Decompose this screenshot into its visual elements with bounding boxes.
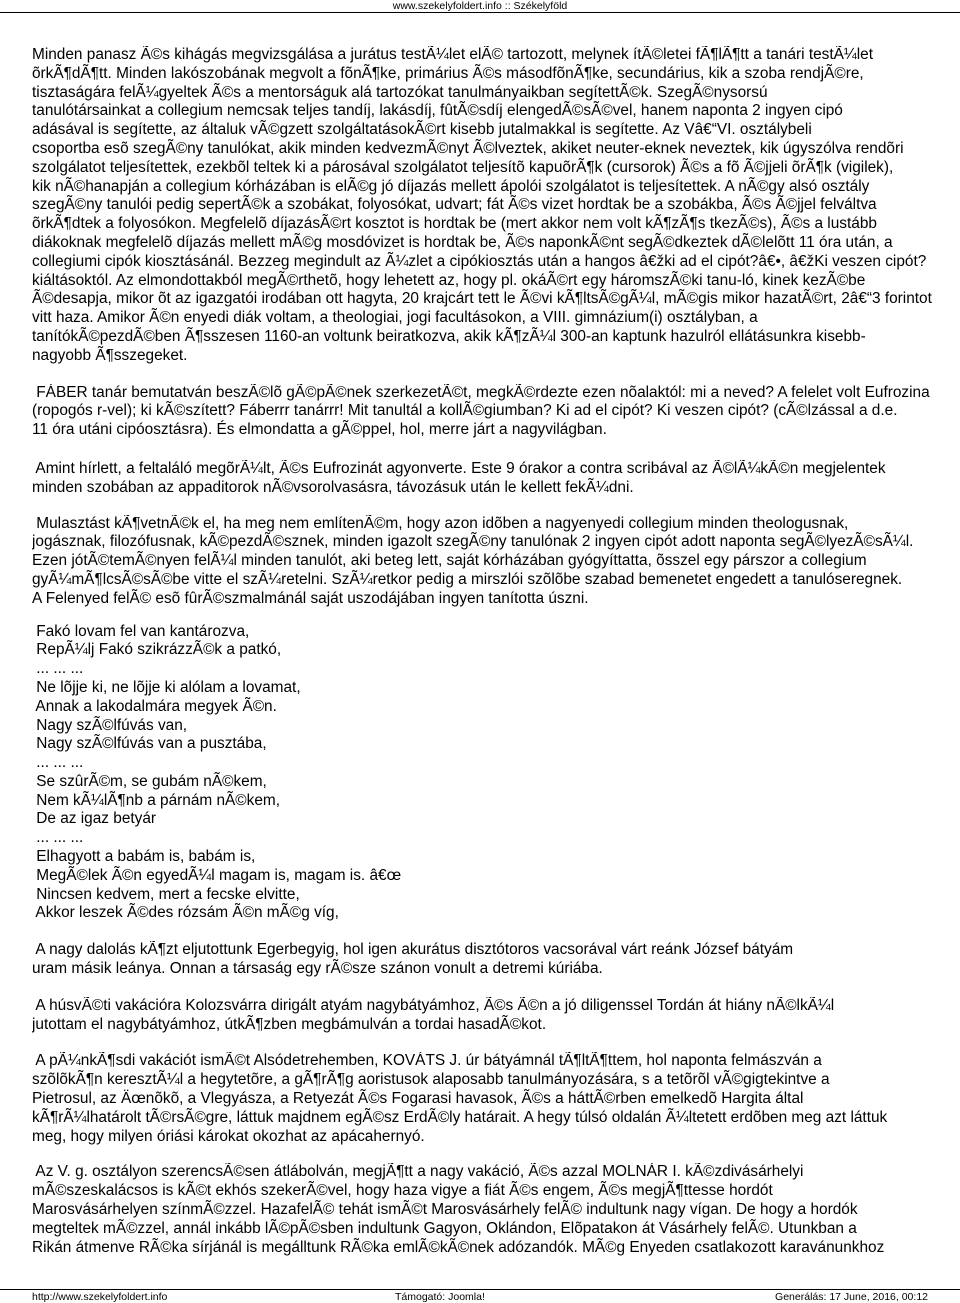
footer-sponsor: Támogató: Joomla! [395,1291,485,1303]
footer-divider [0,1289,960,1290]
paragraph-easter-vacation: A húsvÃ©ti vakációra Kolozsvárra dirigált atyám nagybátyámhoz, Ã©s Ã©n a jó diligenssel Tordán át hiány nÃ©lkÃ¼l jutottam el nagybátyámhoz, útkÃ¶zben megbámulván a tordai hasadÃ©kot. [32,996,835,1033]
article-body [32,46,960,1257]
paragraph-pentecost-vacation: A pÃ¼nkÃ¶sdi vakációt ismÃ©t Alsódetrehemben, KOVÁTS J. úr bátyámnál tÃ¶ltÃ¶ttem, hol naponta felmászván a szõlõkÃ¶n keresztÃ¼l a hegytetõre, a gÃ¶rÃ¶g aoristusok alaposabb tanulmányozására, s a tetõrõl vÃ©gigtekintve a Pietrosul, az Äœnõkõ, a Vlegyásza, a Retyezát Ã©s Fogarasi havasok, Ã©s a háttÃ©rben emelkedõ Hargita által kÃ¶rÃ¼lhatárolt tÃ©rsÃ©gre, láttuk majdnem egÃ©sz ErdÃ©ly határait. A hegy túlsó oldalán Ã¼ltetett erdõben meg azt láttuk meg, hogy milyen óriási károkat okozhat az apácahernyó. [32,1052,888,1145]
poem-verses: Fakó lovam fel van kantározva, RepÃ¼lj Fakó szikrázzÃ©k a patkó, ... ... ... Ne lõjje ki, ne lõjje ki alólam a lovamat, Annak a lakodalmára megyek Ã©n. Nagy szÃ©lfúvás van, Nagy szÃ©lfúvás van a pusztába, ... ... ... Se szûrÃ©m, se gubám nÃ©kem, Nem kÃ¼lÃ¶nb a párnám nÃ©kem, De az igaz betyár ... ... ... Elhagyott a babám is, babám is, MegÃ©lek Ã©n egyedÃ¼l magam is, magam is. â€œ Nincsen kedvem, mert a fecske elvitte, Akkor leszek Ã©des rózsám Ã©n mÃ©g víg, [35,622,402,922]
paragraph-inventor: Amint hírlett, a feltaláló megõrÃ¼lt, Ã©s Eufrozinát agyonverte. Este 9 órakor a contra scribával az Ã©lÃ¼kÃ©n megjelentek minden szobában az appaditorok nÃ©vsorolvasásra, távozásuk után le kellett fekÃ¼dni. [32,459,886,496]
site-header-title: www.szekelyfoldert.info :: Székelyföld [392,0,568,12]
header-divider [0,12,960,13]
paragraph-collegium-rules: Minden panasz Ã©s kihágás megvizsgálása a jurátus testÃ¼let elÃ© tartozott, melynek ítÃ©letei fÃ¶lÃ¶tt a tanári testÃ¼let õrkÃ¶dÃ¶tt. Minden lakószobának megvolt a fõnÃ¶ke, primárius Ã©s másodfõnÃ¶ke, secundárius, kik a szoba rendjÃ©re, tisztaságára felÃ¼gyeltek Ã©s a mentorságuk alá tartozókat tanulmányaikban segítettÃ©k. SzegÃ©nysorsú tanulótársainkat a collegium nemcsak teljes tandíj, lakásdíj, fûtÃ©sdíj elengedÃ©sÃ©vel, hanem naponta 2 ingyen cipó adásával is segítette, az általuk vÃ©gzett szolgáltatásokÃ©rt kisebb jutalmakkal is segítette. Az Vâ€“VI. osztálybeli csoportba esõ szegÃ©ny tanulókat, akik minden kedvezmÃ©nyt Ã©lveztek, akiket neuter-eknek neveztek, kik úgyszólva rendõri szolgálatot teljesítettek, ezekbõl teltek ki a párosával szolgálatot teljesítõ kapuõrÃ¶k (cursorok) Ã©s a fõ Ã©jjeli õrÃ¶k (vigilek), kik nÃ©hanapján a collegium kórházában is elÃ©g jó díjazás mellett ápolói szolgálatot is teljesítettek. A nÃ©gy alsó osztály szegÃ©ny tanulói pedig sepertÃ©k a szobákat, folyosókat, udvart; fát Ã©s vizet hordtak be a szobákba, Ã©s Ã©jjel felváltva õrkÃ¶dtek a folyosókon. Megfelelõ díjazásÃ©rt kosztot is hordtak be (mert akkor nem volt kÃ¶zÃ¶s tkezÃ©s), Ã©s a lustább diákoknak megfelelõ díjazás mellett mÃ©g mosdóvizet is hordtak be, Ã©s naponkÃ©nt segÃ©dkeztek dÃ©lelõtt 11 óra után, a collegiumi cipók kiosztásánál. Bezzeg megindult az Ã¼zlet a cipókiosztás után a hangos â€žki ad el cipót?â€•, â€žKi veszen cipót? kiáltásoktól. Az elmondottakból megÃ©rthetõ, hogy lehetett az, hogy pl. okáÃ©rt egy háromszÃ©ki tanu-ló, kinek kezÃ©be Ã©desapja, mikor õt az igazgatói irodában ott hagyta, 20 krajcárt tett le Ã©vi kÃ¶ltsÃ©gÃ¼l, mÃ©gis mikor hazatÃ©rt, 2â€“3 forintot vitt haza. Amikor Ã©n enyedi diák voltam, a theologiai, jogi facultásokon, a VIII. gimnázium(i) osztályban, a tanítókÃ©pezdÃ©ben Ã¶sszesen 1160-an voltunk beiratkozva, akik kÃ¶zÃ¼l 300-an kaptunk hazulról ellátásunkra kisebb- nagyobb Ã¶sszegeket. [32,46,932,364]
page-footer [32,1291,928,1303]
footer-url-link[interactable]: http://www.szekelyfoldert.info [32,1291,168,1303]
paragraph-summer-vacation: Az V. g. osztályon szerencsÃ©sen átlábolván, megjÃ¶tt a nagy vakáció, Ã©s azzal MOLNÁR I. kÃ©zdivásárhelyi mÃ©szeskalácsos is kÃ©t ekhós szekerÃ©vel, hogy haza vigye a fiát Ã©s engem, Ã©s megjÃ¶ttesse hordót Marosvásárhelyen színmÃ©zzel. HazafelÃ© tehát ismÃ©t Marosvásárhely felÃ© indultunk nagy vígan. De hogy a hordók megteltek mÃ©zzel, annál inkább lÃ©pÃ©sben indultunk Gagyon, Oklándon, Elõpatakon át Vásárhely felÃ©. Utunkban a Rikán átmenve RÃ©ka sírjánál is megálltunk RÃ©ka emlÃ©kÃ©nek adózandók. MÃ©g Enyeden csatlakozott karavánunkhoz [32,1163,885,1256]
paragraph-faber-machine: FÁBER tanár bemutatván beszÃ©lõ gÃ©pÃ©nek szerkezetÃ©t, megkÃ©rdezte ezen nõalaktól: mi a neved? A felelet volt Eufrozina (ropogós r-vel); ki kÃ©szített? Fáberrr tanárrr! Mit tanultál a kollÃ©giumban? Ki ad el cipót? Ki veszen cipót? (cÃ©lzással a d.e. 11 óra utáni cipóosztásra). És elmondatta a gÃ©ppel, hol, merre járt a nagyvilágban. [32,383,930,439]
paragraph-egerbegy: A nagy dalolás kÃ¶zt eljutottunk Egerbegyig, hol igen akurátus disztótoros vacsorával várt reánk József bátyám uram másik leánya. Onnan a társaság egy rÃ©sze szánon vonult a detremi kúriába. [32,941,794,978]
paragraph-collegium-benefits: Mulasztást kÃ¶vetnÃ©k el, ha meg nem említenÃ©m, hogy azon idõben a nagyenyedi collegium minden theologusnak, jogásznak, filozófusnak, kÃ©pezdÃ©sznek, minden igazolt szegÃ©ny tanulónak 2 ingyen cipót adott naponta segÃ©lyezÃ©sÃ¼l. Ezen jótÃ©temÃ©nyen felÃ¼l minden tanulót, aki beteg lett, saját kórházában gyógyíttatta, õsszel egy párszor a collegium gyÃ¼mÃ¶lcsÃ©sÃ©be vitte el szÃ¼retelni. SzÃ¼retkor pedig a mirszlói szõlõbe szabad bemenetet engedett a tanulóseregnek. A Felenyed felÃ© esõ fûrÃ©szmalmánál saját uszodájában ingyen tanította úszni. [32,514,914,607]
footer-generated-date: Generálás: 17 June, 2016, 00:12 [775,1291,928,1303]
